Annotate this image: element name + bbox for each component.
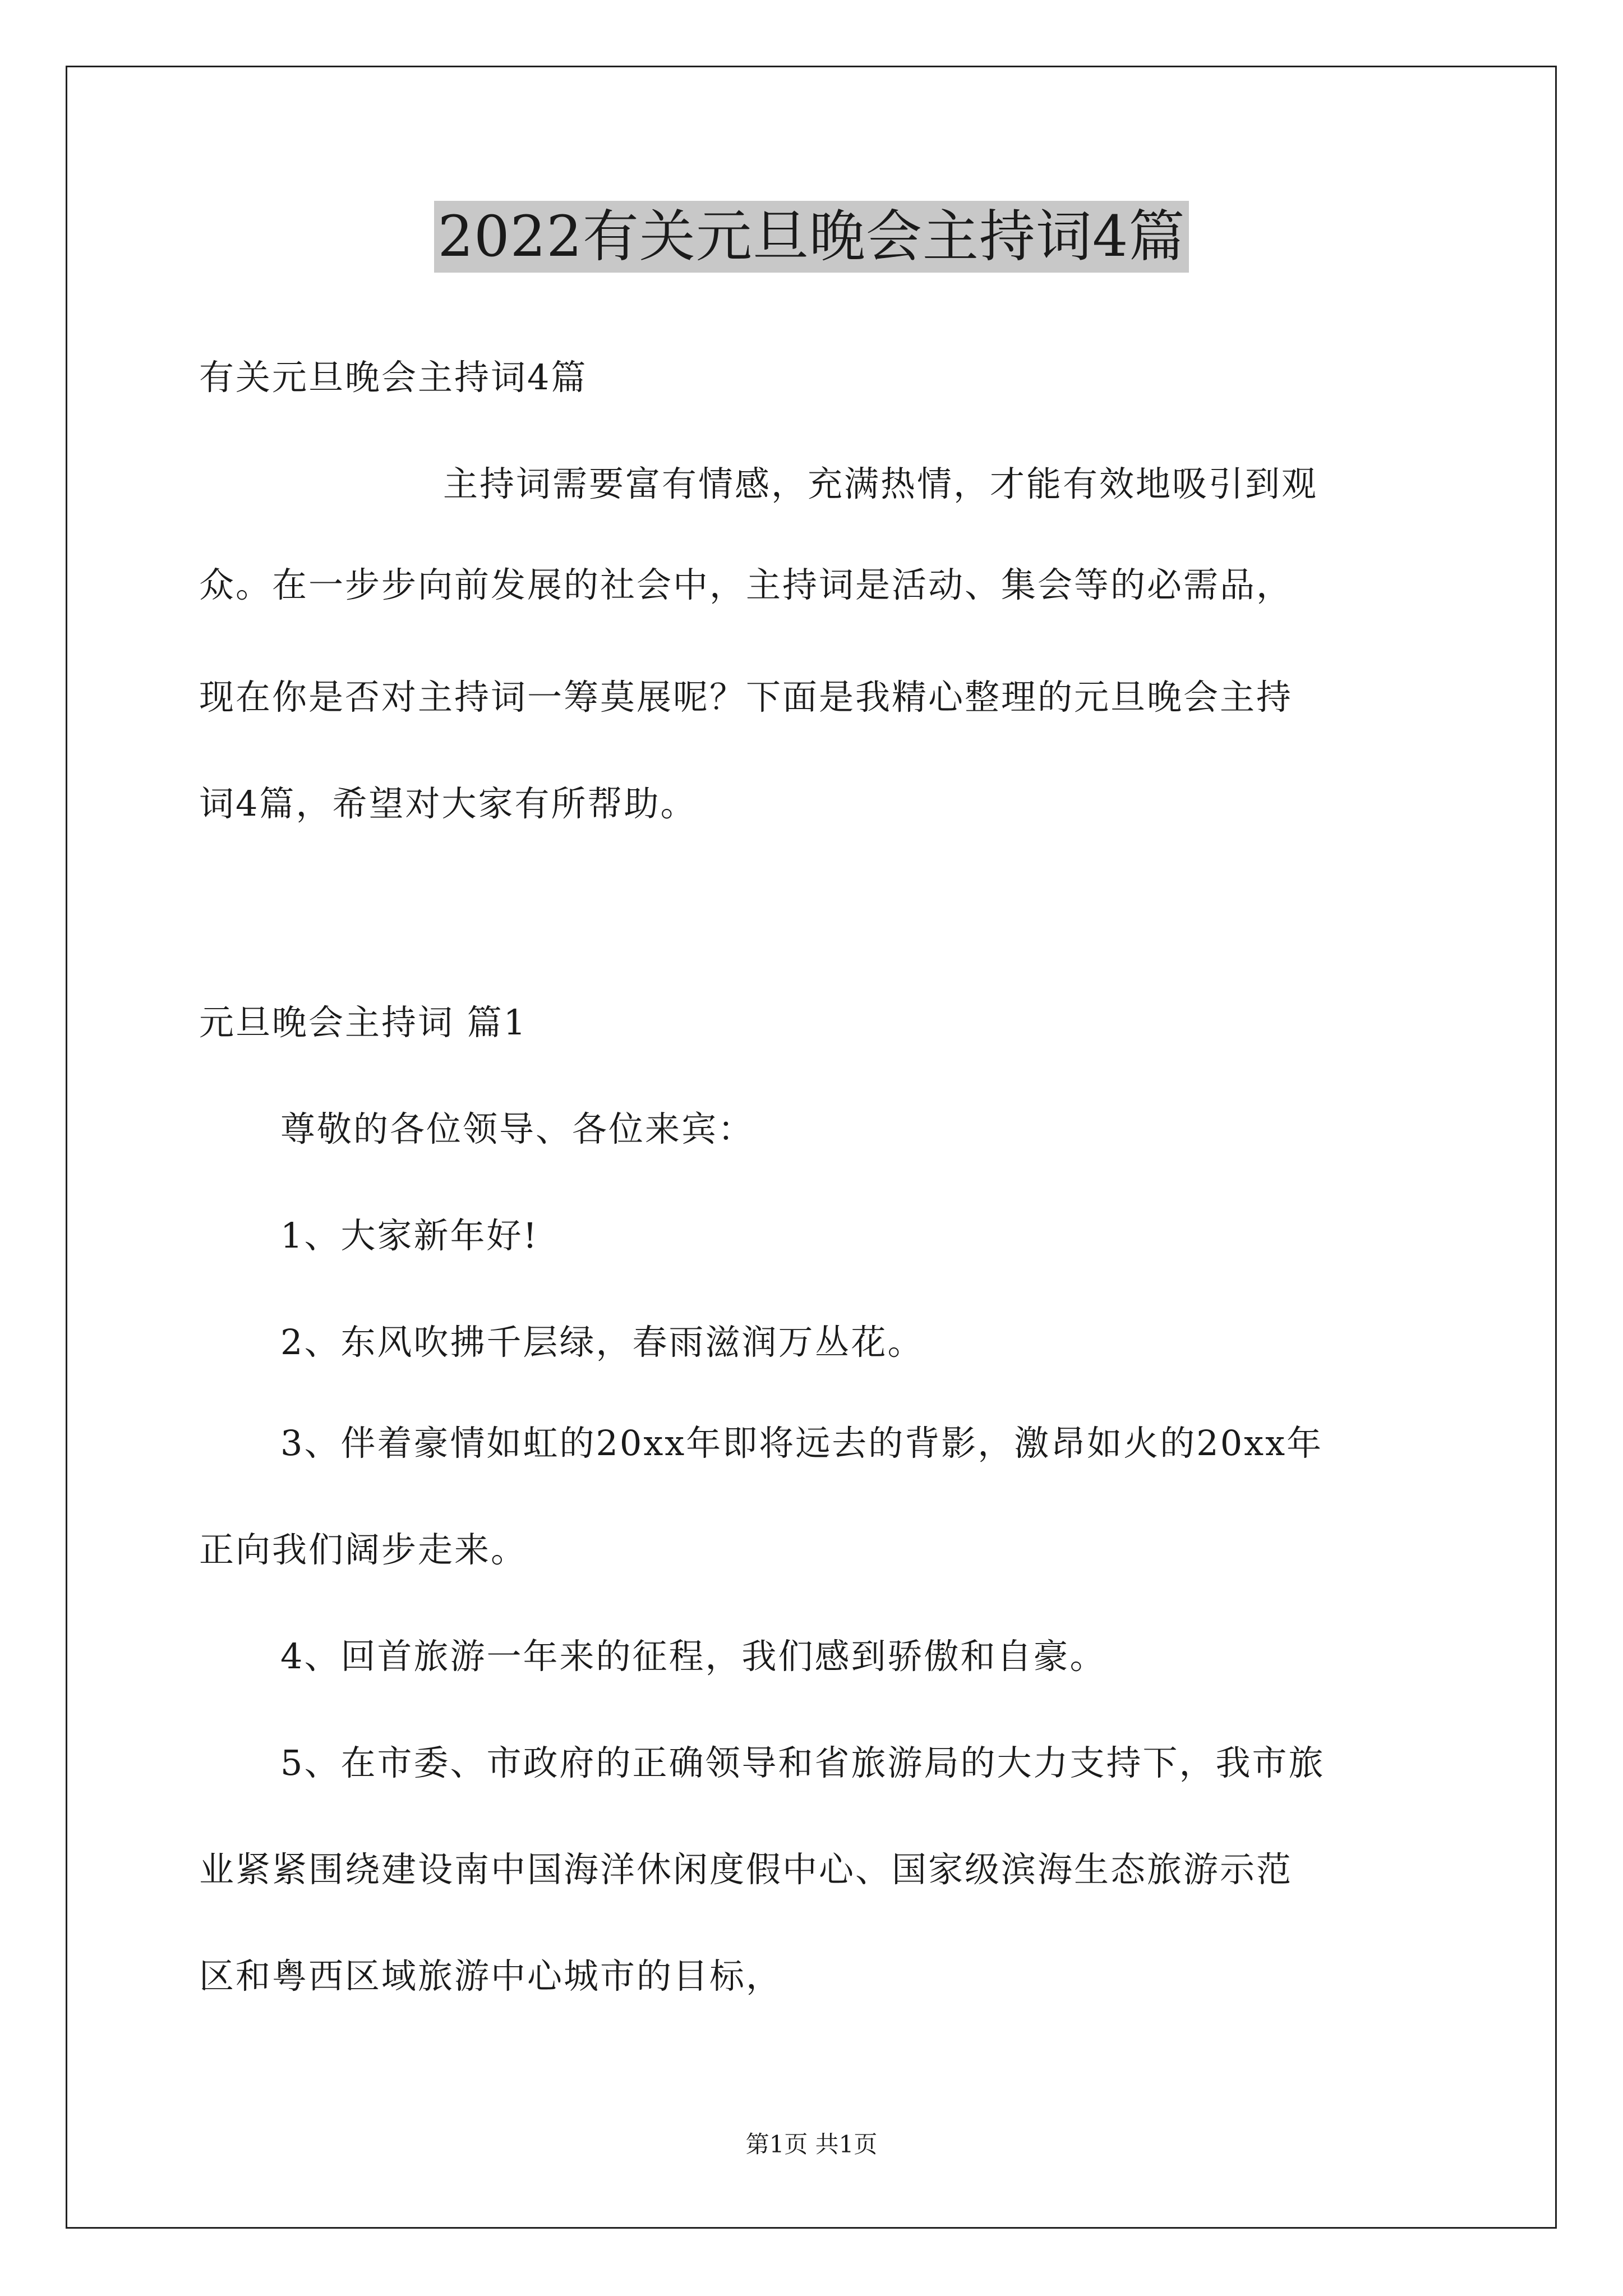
document-title-wrapper [0,201,1623,273]
body-line: 2、东风吹拂千层绿，春雨滋润万丛花。 [280,1322,924,1363]
intro-line: 词4篇，希望对大家有所帮助。 [199,783,697,824]
intro-line: 众。在一步步向前发展的社会中，主持词是活动、集会等的必需品， [199,564,1293,605]
page-footer: 第1页 共1页 [745,2131,878,2158]
body-line: 正向我们阔步走来。 [199,1529,528,1570]
intro-line: 现在你是否对主持词一筹莫展呢？下面是我精心整理的元旦晚会主持 [199,677,1293,717]
body-line: 3、伴着豪情如虹的20xx年即将远去的背影，激昂如火的20xx年 [280,1423,1324,1464]
body-line: 5、在市委、市政府的正确领导和省旅游局的大力支持下，我市旅 [280,1742,1325,1783]
body-line: 1、大家新年好! [280,1215,539,1256]
intro-line: 主持词需要富有情感，充满热情，才能有效地吸引到观 [443,463,1318,504]
body-line: 区和粤西区域旅游中心城市的目标， [199,1955,783,1996]
document-subtitle: 有关元旦晚会主持词4篇 [199,357,588,398]
document-title: 2022有关元旦晚会主持词4篇 [434,201,1188,273]
body-line: 业紧紧围绕建设南中国海洋休闲度假中心、国家级滨海生态旅游示范 [199,1849,1293,1890]
body-line: 4、回首旅游一年来的征程，我们感到骄傲和自豪。 [280,1636,1106,1677]
body-line: 尊敬的各位领导、各位来宾： [280,1108,755,1149]
section-heading: 元旦晚会主持词 篇1 [199,1002,528,1043]
